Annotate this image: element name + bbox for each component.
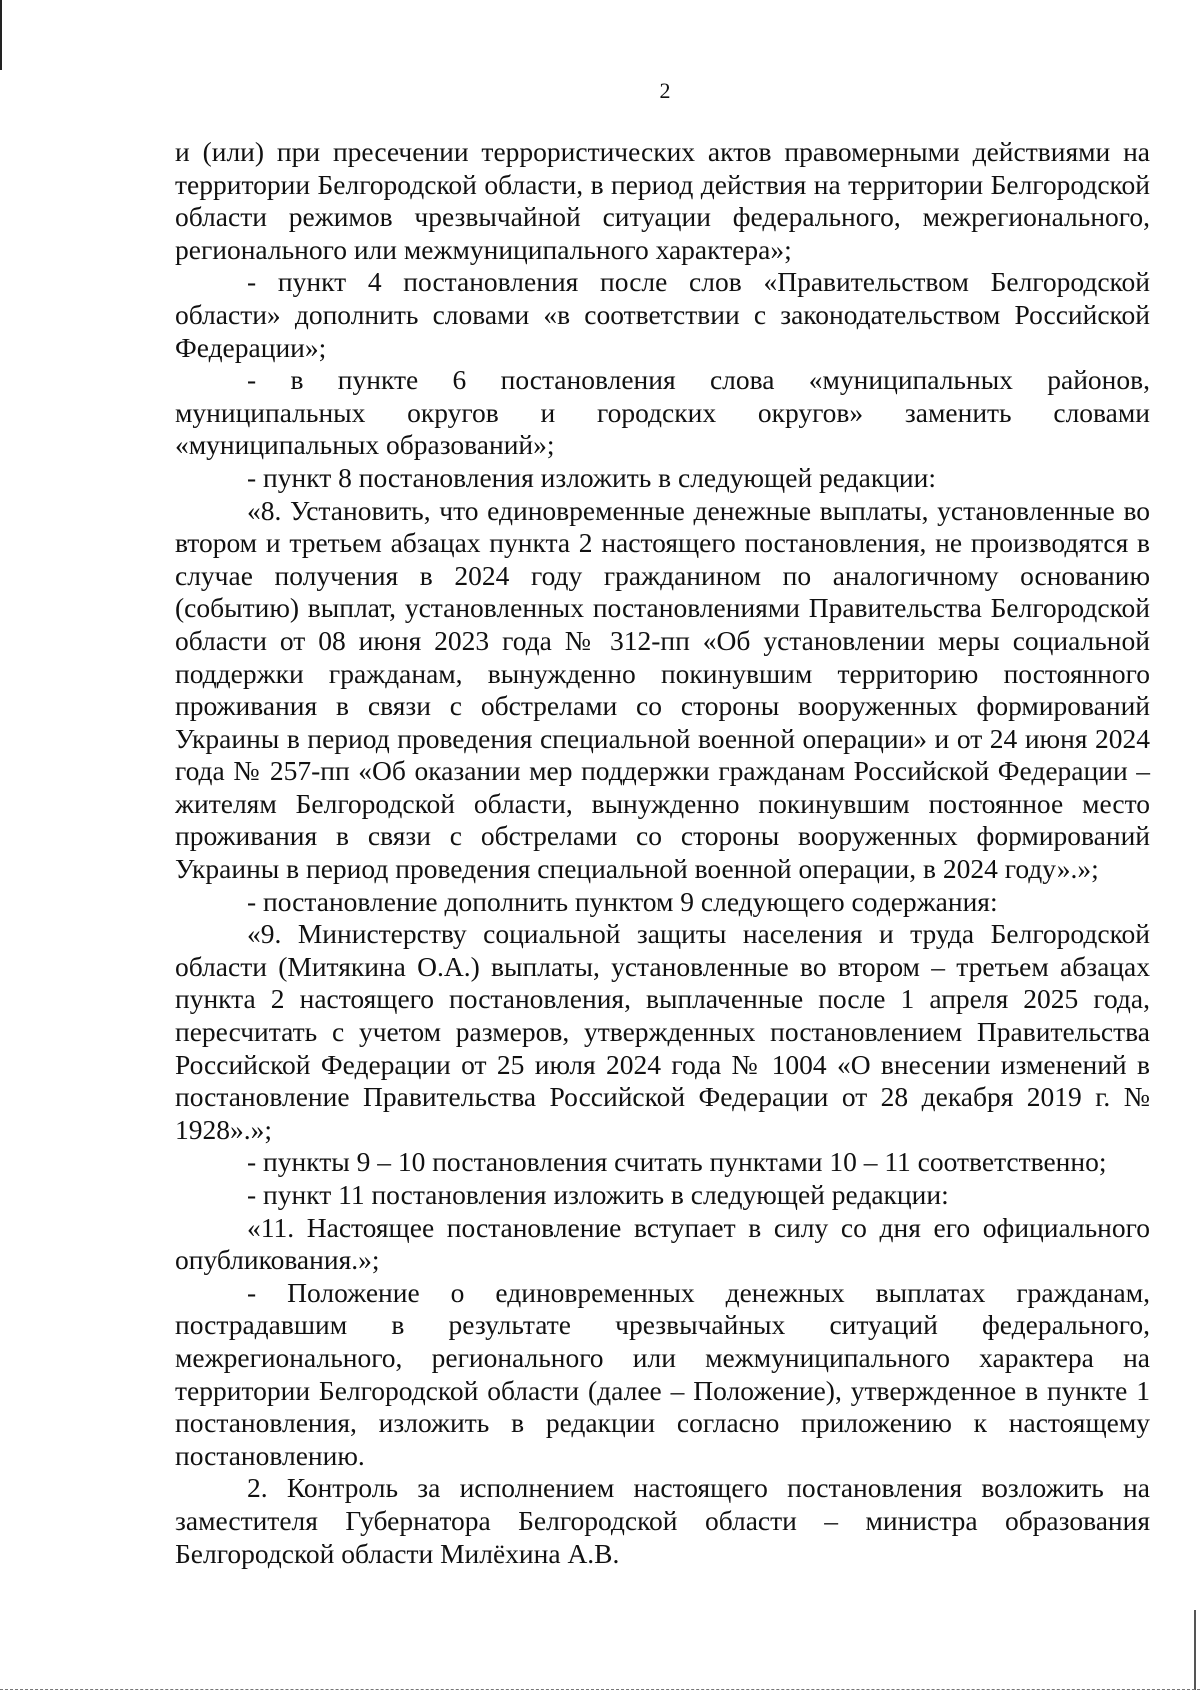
page-number: 2: [659, 78, 671, 103]
paragraph-3: - в пункте 6 постановления слова «муниципальных районов, муниципальных округов и городских округов» заменить словами «муниципальных образований»;: [175, 364, 1150, 461]
paragraph-1: и (или) при пресечении террористических актов правомерными действиями на территории Белгородской области, в период действия на территории Белгородской области режимов чрезвычайной ситуации федерального, межрегионального, регионального или межмуниципального характера»;: [175, 136, 1150, 265]
paragraph-11: - Положение о единовременных денежных выплатах гражданам, пострадавшим в результате чрезвычайных ситуаций федерального, межрегионального, регионального или межмуниципального характера на территории Белгородской области (далее – Положение), утвержденное в пункте 1 постановления, изложить в редакции согласно приложению к настоящему постановлению.: [175, 1276, 1150, 1471]
paragraph-9: - пункт 11 постановления изложить в следующей редакции:: [247, 1179, 949, 1210]
paragraph-10: «11. Настоящее постановление вступает в силу со дня его официального опубликования.»;: [175, 1211, 1150, 1276]
paragraph-7: «9. Министерству социальной защиты населения и труда Белгородской области (Митякина О.А.) выплаты, установленные во втором – третьем абзацах пункта 2 настоящего постановления, выплаченные после 1 апреля 2025 года, пересчитать с учетом размеров, утвержденных постановлением Правительства Российской Федерации от 25 июля 2024 года № 1004 «О внесении изменений в постановление Правительства Российской Федерации от 28 декабря 2019 г. № 1928».»;: [175, 918, 1150, 1145]
scan-bottom-edge: [0, 1689, 1200, 1691]
paragraph-12: 2. Контроль за исполнением настоящего постановления возложить на заместителя Губернатора Белгородской области – министра образования Белгородской области Милёхина А.В.: [175, 1472, 1150, 1569]
document-body: [175, 136, 1150, 1570]
scan-edge-mark-right: [1194, 1610, 1196, 1690]
scan-edge-mark-left: [0, 0, 2, 70]
paragraph-8: - пункты 9 – 10 постановления считать пунктами 10 – 11 соответственно;: [247, 1146, 1107, 1178]
paragraph-5: «8. Установить, что единовременные денежные выплаты, установленные во втором и третьем абзацах пункта 2 настоящего постановления, не производятся в случае получения в 2024 году гражданином по аналогичному основанию (событию) выплат, установленных постановлениями Правительства Белгородской области от 08 июня 2023 года № 312-пп «Об установлении меры социальной поддержки гражданам, вынужденно покинувшим территорию постоянного проживания в связи с обстрелами со стороны вооруженных формирований Украины в период проведения специальной военной операции» и от 24 июня 2024 года № 257-пп «Об оказании мер поддержки гражданам Российской Федерации – жителям Белгородской области, вынужденно покинувшим постоянное место проживания в связи с обстрелами со стороны вооруженных формирований Украины в период проведения специальной военной операции, в 2024 году».»;: [175, 494, 1150, 885]
paragraph-2: - пункт 4 постановления после слов «Правительством Белгородской области» дополнить словами «в соответствии с законодательством Российской Федерации»;: [175, 266, 1150, 363]
paragraph-4: - пункт 8 постановления изложить в следующей редакции:: [247, 461, 936, 493]
paragraph-6: - постановление дополнить пунктом 9 следующего содержания:: [247, 885, 998, 917]
